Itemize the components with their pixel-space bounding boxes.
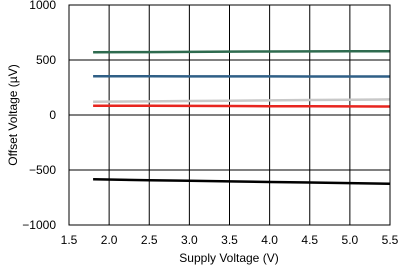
series-line-1 [93,51,390,52]
y-tick-label: −1000 [22,218,56,232]
x-tick-label: 5.0 [341,233,359,247]
series-group [93,51,390,184]
x-tick-label: 2.5 [140,233,158,247]
x-tick-label: 4.5 [301,233,319,247]
x-tick-label: 5.5 [381,233,399,247]
x-tick-label: 3.5 [221,233,238,247]
y-axis-label: Offset Voltage (µV) [6,64,20,166]
x-tick-label: 2.0 [100,233,118,247]
x-tick-label: 1.5 [60,233,78,247]
x-tick-labels [61,233,399,247]
x-tick-label: 3.0 [181,233,198,247]
series-line-5 [93,179,390,184]
y-tick-label: −500 [28,163,56,177]
x-axis-label: Supply Voltage (V) [179,251,279,265]
grid-lines [69,5,390,225]
series-line-4 [93,106,390,107]
series-line-3 [93,99,390,101]
y-tick-labels [22,0,56,232]
y-tick-label: 1000 [29,0,56,12]
y-tick-label: 0 [49,108,56,122]
x-tick-label: 4.0 [261,233,278,247]
y-tick-label: 500 [35,53,56,67]
